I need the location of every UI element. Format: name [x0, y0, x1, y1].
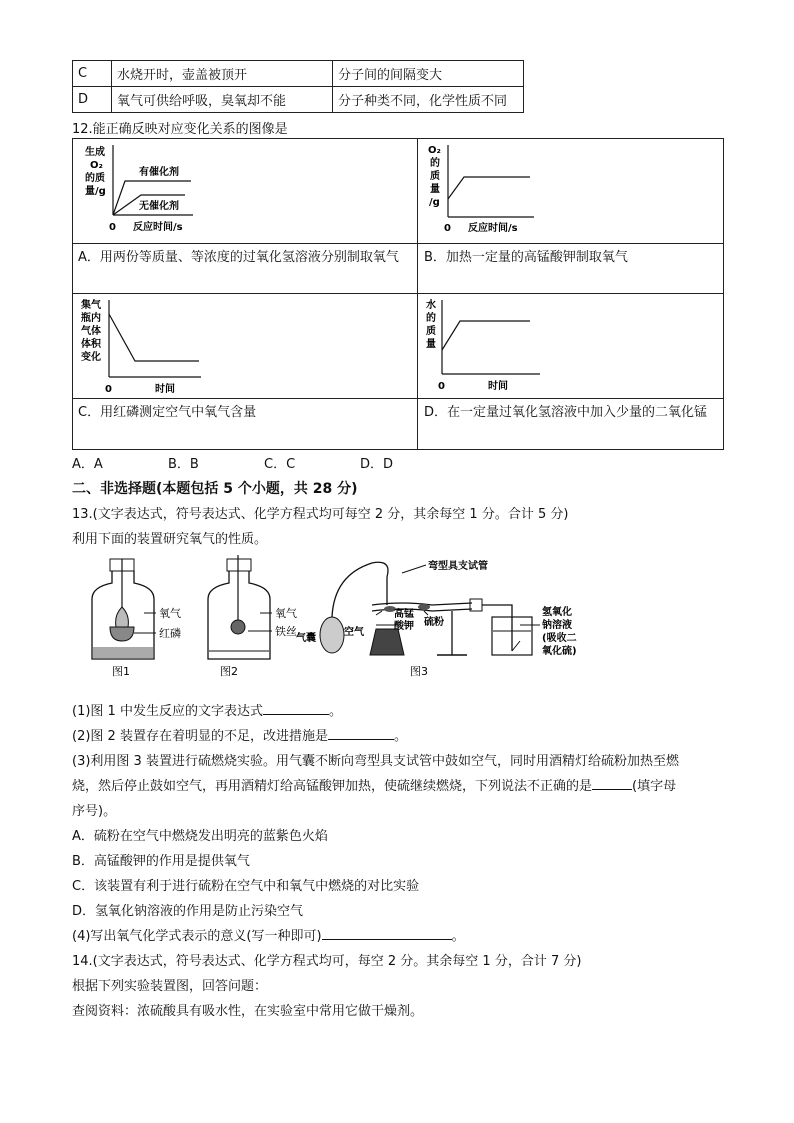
option-phenomenon: 氧气可供给呼吸，臭氧却不能	[112, 87, 333, 113]
graph-a-ylabel-4: 量/g	[85, 186, 106, 197]
fig1-bottle	[92, 559, 156, 659]
fig3-apparatus	[320, 562, 540, 655]
fig1-label-oxygen: 氧气	[159, 607, 181, 620]
graph-d-ylabel-3: 质	[426, 326, 436, 337]
q12-choice-b: B．B	[168, 457, 199, 472]
graph-c-ylabel-3: 气体	[81, 326, 101, 337]
graph-a-ylabel-3: 的质	[85, 173, 105, 184]
fig3-label-kmno4-a: 高锰	[394, 609, 414, 620]
graph-b-ylabel-4: 量	[430, 184, 440, 195]
answer-blank[interactable]	[328, 727, 394, 740]
graph-b-xlabel: 反应时间/s	[468, 223, 518, 234]
fig3-label-air: 空气	[344, 627, 364, 638]
graph-c-origin: 0	[105, 384, 112, 395]
q14-note: 查阅资料：浓硫酸具有吸水性，在实验室中常用它做干燥剂。	[72, 1004, 424, 1019]
q12-choice-c: C．C	[264, 457, 296, 472]
fig2-label-iron: 铁丝	[275, 625, 297, 638]
graph-d-ylabel-4: 量	[426, 339, 436, 350]
fig1-label-phosphorus: 红磷	[159, 627, 181, 640]
table-row	[73, 61, 524, 87]
q13-sub3-line3: 序号)。	[72, 804, 117, 819]
graph-b	[418, 139, 723, 243]
option-table	[72, 60, 524, 113]
fig3-label-sulfur: 硫粉	[424, 617, 444, 628]
q13-option-a: A．硫粉在空气中燃烧发出明亮的蓝紫色火焰	[72, 829, 328, 844]
q13-sub1-text: (1)图 1 中发生反应的文字表达式	[72, 704, 263, 719]
fig3-label-kmno4-b: 酸钾	[394, 621, 414, 632]
graph-c-xlabel: 时间	[155, 384, 175, 395]
graph-a-ylabel-1: 生成	[85, 147, 105, 158]
fig3-label-naoh-2: 钠溶液	[542, 620, 572, 631]
graph-b-ylabel-3: 质	[430, 171, 440, 182]
fig3-label-tube: 弯型具支试管	[428, 561, 488, 572]
graph-c-ylabel-4: 体积	[81, 339, 101, 350]
graph-c-ylabel-2: 瓶内	[81, 313, 101, 324]
graph-c	[73, 294, 417, 398]
graph-d-ylabel-2: 的	[426, 313, 436, 324]
option-explanation: 分子种类不同，化学性质不同	[333, 87, 524, 113]
option-explanation: 分子间的间隔变大	[333, 61, 524, 87]
q12-caption-b: B．加热一定量的高锰酸钾制取氧气	[424, 250, 628, 265]
q13-head: 13.(文字表达式，符号表达式、化学方程式均可每空 2 分，其余每空 1 分。合计 5 分)	[72, 507, 569, 522]
fig3-label-naoh-4: 氧化硫)	[542, 646, 577, 657]
q13-option-d: D．氢氧化钠溶液的作用是防止污染空气	[72, 904, 304, 919]
option-letter: C	[73, 61, 112, 87]
q12-stem: 12.能正确反映对应变化关系的图像是	[72, 122, 288, 137]
answer-blank[interactable]	[592, 777, 632, 790]
graph-b-ylabel-1: O₂	[428, 145, 441, 156]
q12-caption-a: A．用两份等质量、等浓度的过氧化氢溶液分别制取氧气	[78, 250, 399, 265]
q12-caption-c: C．用红磷测定空气中氧气含量	[78, 405, 257, 420]
answer-blank[interactable]	[263, 702, 329, 715]
q12-choice-a: A．A	[72, 457, 103, 472]
fig3-label-naoh-1: 氢氧化	[542, 607, 572, 618]
graph-a-label-catalyst: 有催化剂	[139, 167, 179, 178]
graph-d-ylabel-1: 水	[426, 300, 436, 311]
fig2-label-oxygen: 氧气	[275, 607, 297, 620]
q13-sub4-text: (4)写出氧气化学式表示的意义(写一种即可)	[72, 929, 322, 944]
q13-sub1-period: 。	[328, 704, 342, 719]
q13-sub4	[72, 925, 465, 944]
table-row	[73, 87, 524, 113]
answer-blank[interactable]	[322, 927, 452, 940]
q12-caption-d: D．在一定量过氧化氢溶液中加入少量的二氧化锰	[424, 405, 708, 420]
q13-option-b: B．高锰酸钾的作用是提供氧气	[72, 854, 250, 869]
fig3-label-naoh-3: (吸收二	[542, 633, 577, 644]
graph-a-label-no-catalyst: 无催化剂	[139, 201, 179, 212]
fig2-caption: 图2	[220, 665, 238, 678]
graph-c-curve	[109, 314, 199, 361]
q13-sub3-line2	[72, 775, 676, 794]
graph-d-curve	[442, 321, 530, 350]
fig2-bottle	[208, 555, 272, 659]
graph-a-ylabel-2: O₂	[90, 160, 103, 171]
graph-d	[418, 294, 723, 398]
graph-d-xlabel: 时间	[488, 381, 508, 392]
graph-d-origin: 0	[438, 381, 445, 392]
fig3-caption: 图3	[410, 665, 428, 678]
option-phenomenon: 水烧开时，壶盖被顶开	[112, 61, 333, 87]
q13-sub2-period: 。	[393, 729, 407, 744]
q12-choice-d: D．D	[360, 457, 394, 472]
q14-intro: 根据下列实验装置图，回答问题：	[72, 979, 268, 994]
q13-sub3-line1: (3)利用图 3 装置进行硫燃烧实验。用气囊不断向弯型具支试管中鼓如空气，同时用酒精灯给硫粉加热至燃	[72, 754, 679, 769]
graph-b-ylabel-2: 的	[430, 158, 440, 169]
q13-apparatus-figure	[72, 555, 622, 685]
fig3-label-bag: 气囊	[296, 633, 316, 644]
graph-b-curve	[448, 177, 530, 199]
graph-a-origin: 0	[109, 222, 116, 233]
graph-c-ylabel-5: 变化	[81, 352, 101, 363]
option-letter: D	[73, 87, 112, 113]
graph-a	[73, 139, 417, 243]
section2-title: 二、非选择题(本题包括 5 个小题，共 28 分)	[72, 481, 358, 497]
q13-sub3-tail: (填字母	[632, 779, 677, 794]
q13-option-c: C．该装置有利于进行硫粉在空气中和氧气中燃烧的对比实验	[72, 879, 420, 894]
q13-sub3-text: 烧，然后停止鼓如空气，再用酒精灯给高锰酸钾加热，使硫继续燃烧，下列说法不正确的是	[72, 779, 593, 794]
q13-sub2	[72, 725, 407, 744]
q13-sub4-period: 。	[451, 929, 465, 944]
q13-sub1	[72, 700, 342, 719]
q13-sub2-text: (2)图 2 装置存在着明显的不足，改进措施是	[72, 729, 328, 744]
graph-b-ylabel-5: /g	[429, 197, 440, 208]
q13-intro: 利用下面的装置研究氧气的性质。	[72, 532, 268, 547]
q14-head: 14.(文字表达式，符号表达式、化学方程式均可，每空 2 分。其余每空 1 分，合计 7 分)	[72, 954, 582, 969]
graph-b-origin: 0	[444, 223, 451, 234]
graph-a-xlabel: 反应时间/s	[133, 222, 183, 233]
q12-graph-grid	[72, 138, 724, 450]
fig1-caption: 图1	[112, 665, 130, 678]
graph-c-ylabel-1: 集气	[81, 300, 101, 311]
